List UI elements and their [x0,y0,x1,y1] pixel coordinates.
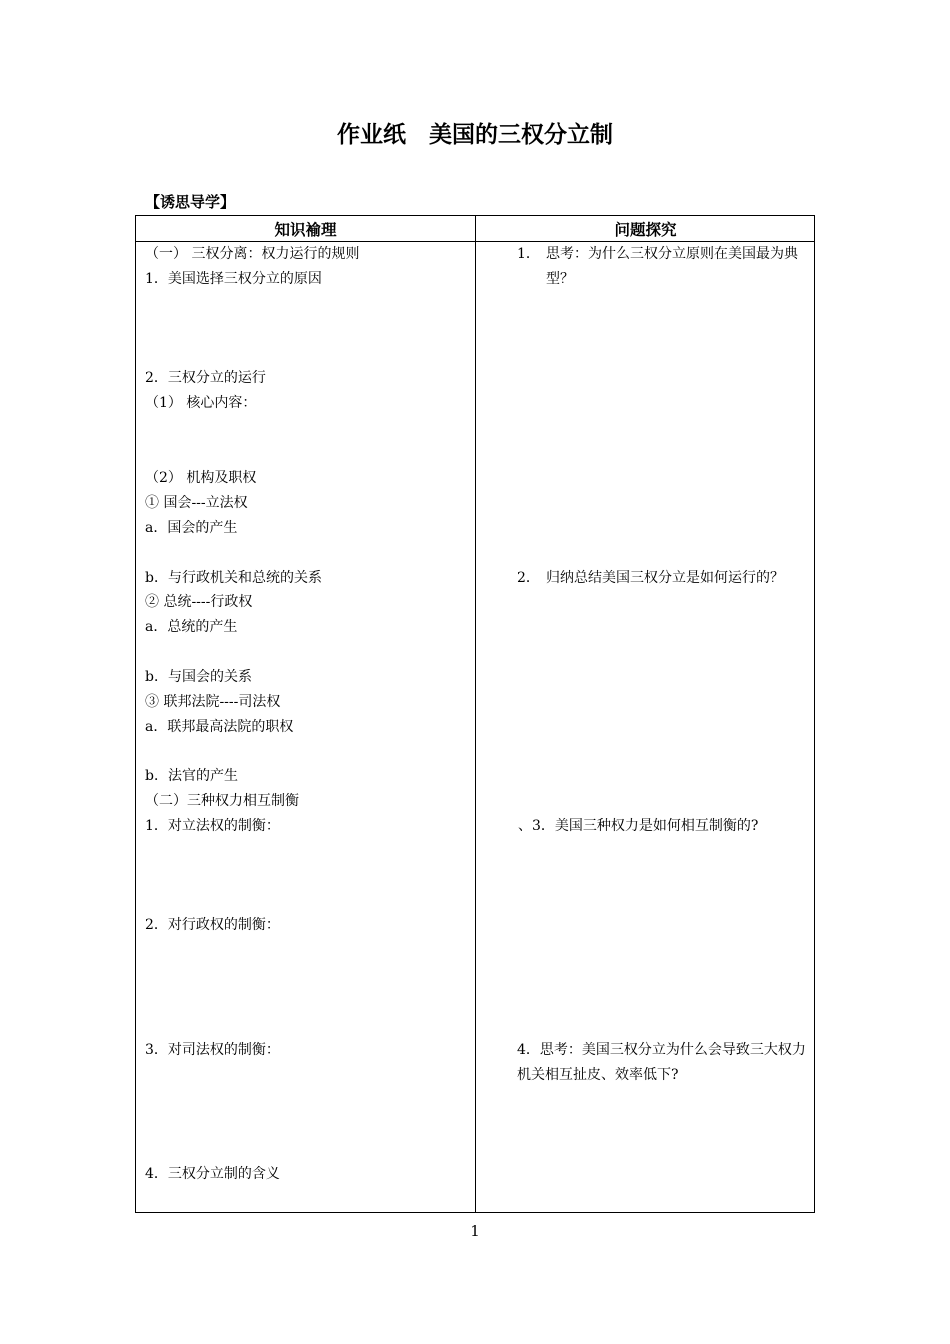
knowledge-line: ② 总统----行政权 [145,594,253,610]
question-number: 2． [517,570,540,586]
knowledge-line: （1） 核心内容： [145,395,257,411]
knowledge-line: （二）三种权力相互制衡 [145,793,299,809]
section-label: 【诱思导学】 [145,193,236,211]
knowledge-line: 1．对立法权的制衡： [145,818,280,834]
column-divider [475,216,476,1212]
knowledge-line: ③ 联邦法院----司法权 [145,694,281,710]
knowledge-line: a．联邦最高法院的职权 [145,719,294,735]
knowledge-line: （2） 机构及职权 [145,470,257,486]
knowledge-line: 2．对行政权的制衡： [145,917,280,933]
knowledge-line: 3．对司法权的制衡： [145,1042,280,1058]
page-title: 作业纸 美国的三权分立制 [337,122,613,148]
question-text: 4．思考：美国三权分立为什么会导致三大权力机关相互扯皮、效率低下? [517,1042,806,1083]
knowledge-line: b．法官的产生 [145,768,238,784]
question-text: 思考：为什么三权分立原则在美国最为典型？ [546,246,798,287]
knowledge-line: b．与国会的关系 [145,669,252,685]
question-number: 1． [517,246,540,262]
knowledge-line: a．总统的产生 [145,619,238,635]
knowledge-column-header: 知识褕理 [274,221,337,239]
knowledge-line: ① 国会---立法权 [145,495,248,511]
knowledge-line: 2．三权分立的运行 [145,370,266,386]
question-text: 归纳总结美国三权分立是如何运行的？ [546,570,784,586]
knowledge-line: a．国会的产生 [145,520,238,536]
knowledge-line: （一） 三权分离：权力运行的规则 [145,246,360,262]
knowledge-line: 1．美国选择三权分立的原因 [145,271,322,287]
question-text: 、3．美国三种权力是如何相互制衡的? [518,818,759,834]
knowledge-line: b．与行政机关和总统的关系 [145,570,322,586]
knowledge-line: 4．三权分立制的含义 [145,1166,280,1182]
inquiry-column-header: 问题探究 [614,221,677,239]
page-number: 1 [470,1222,480,1240]
